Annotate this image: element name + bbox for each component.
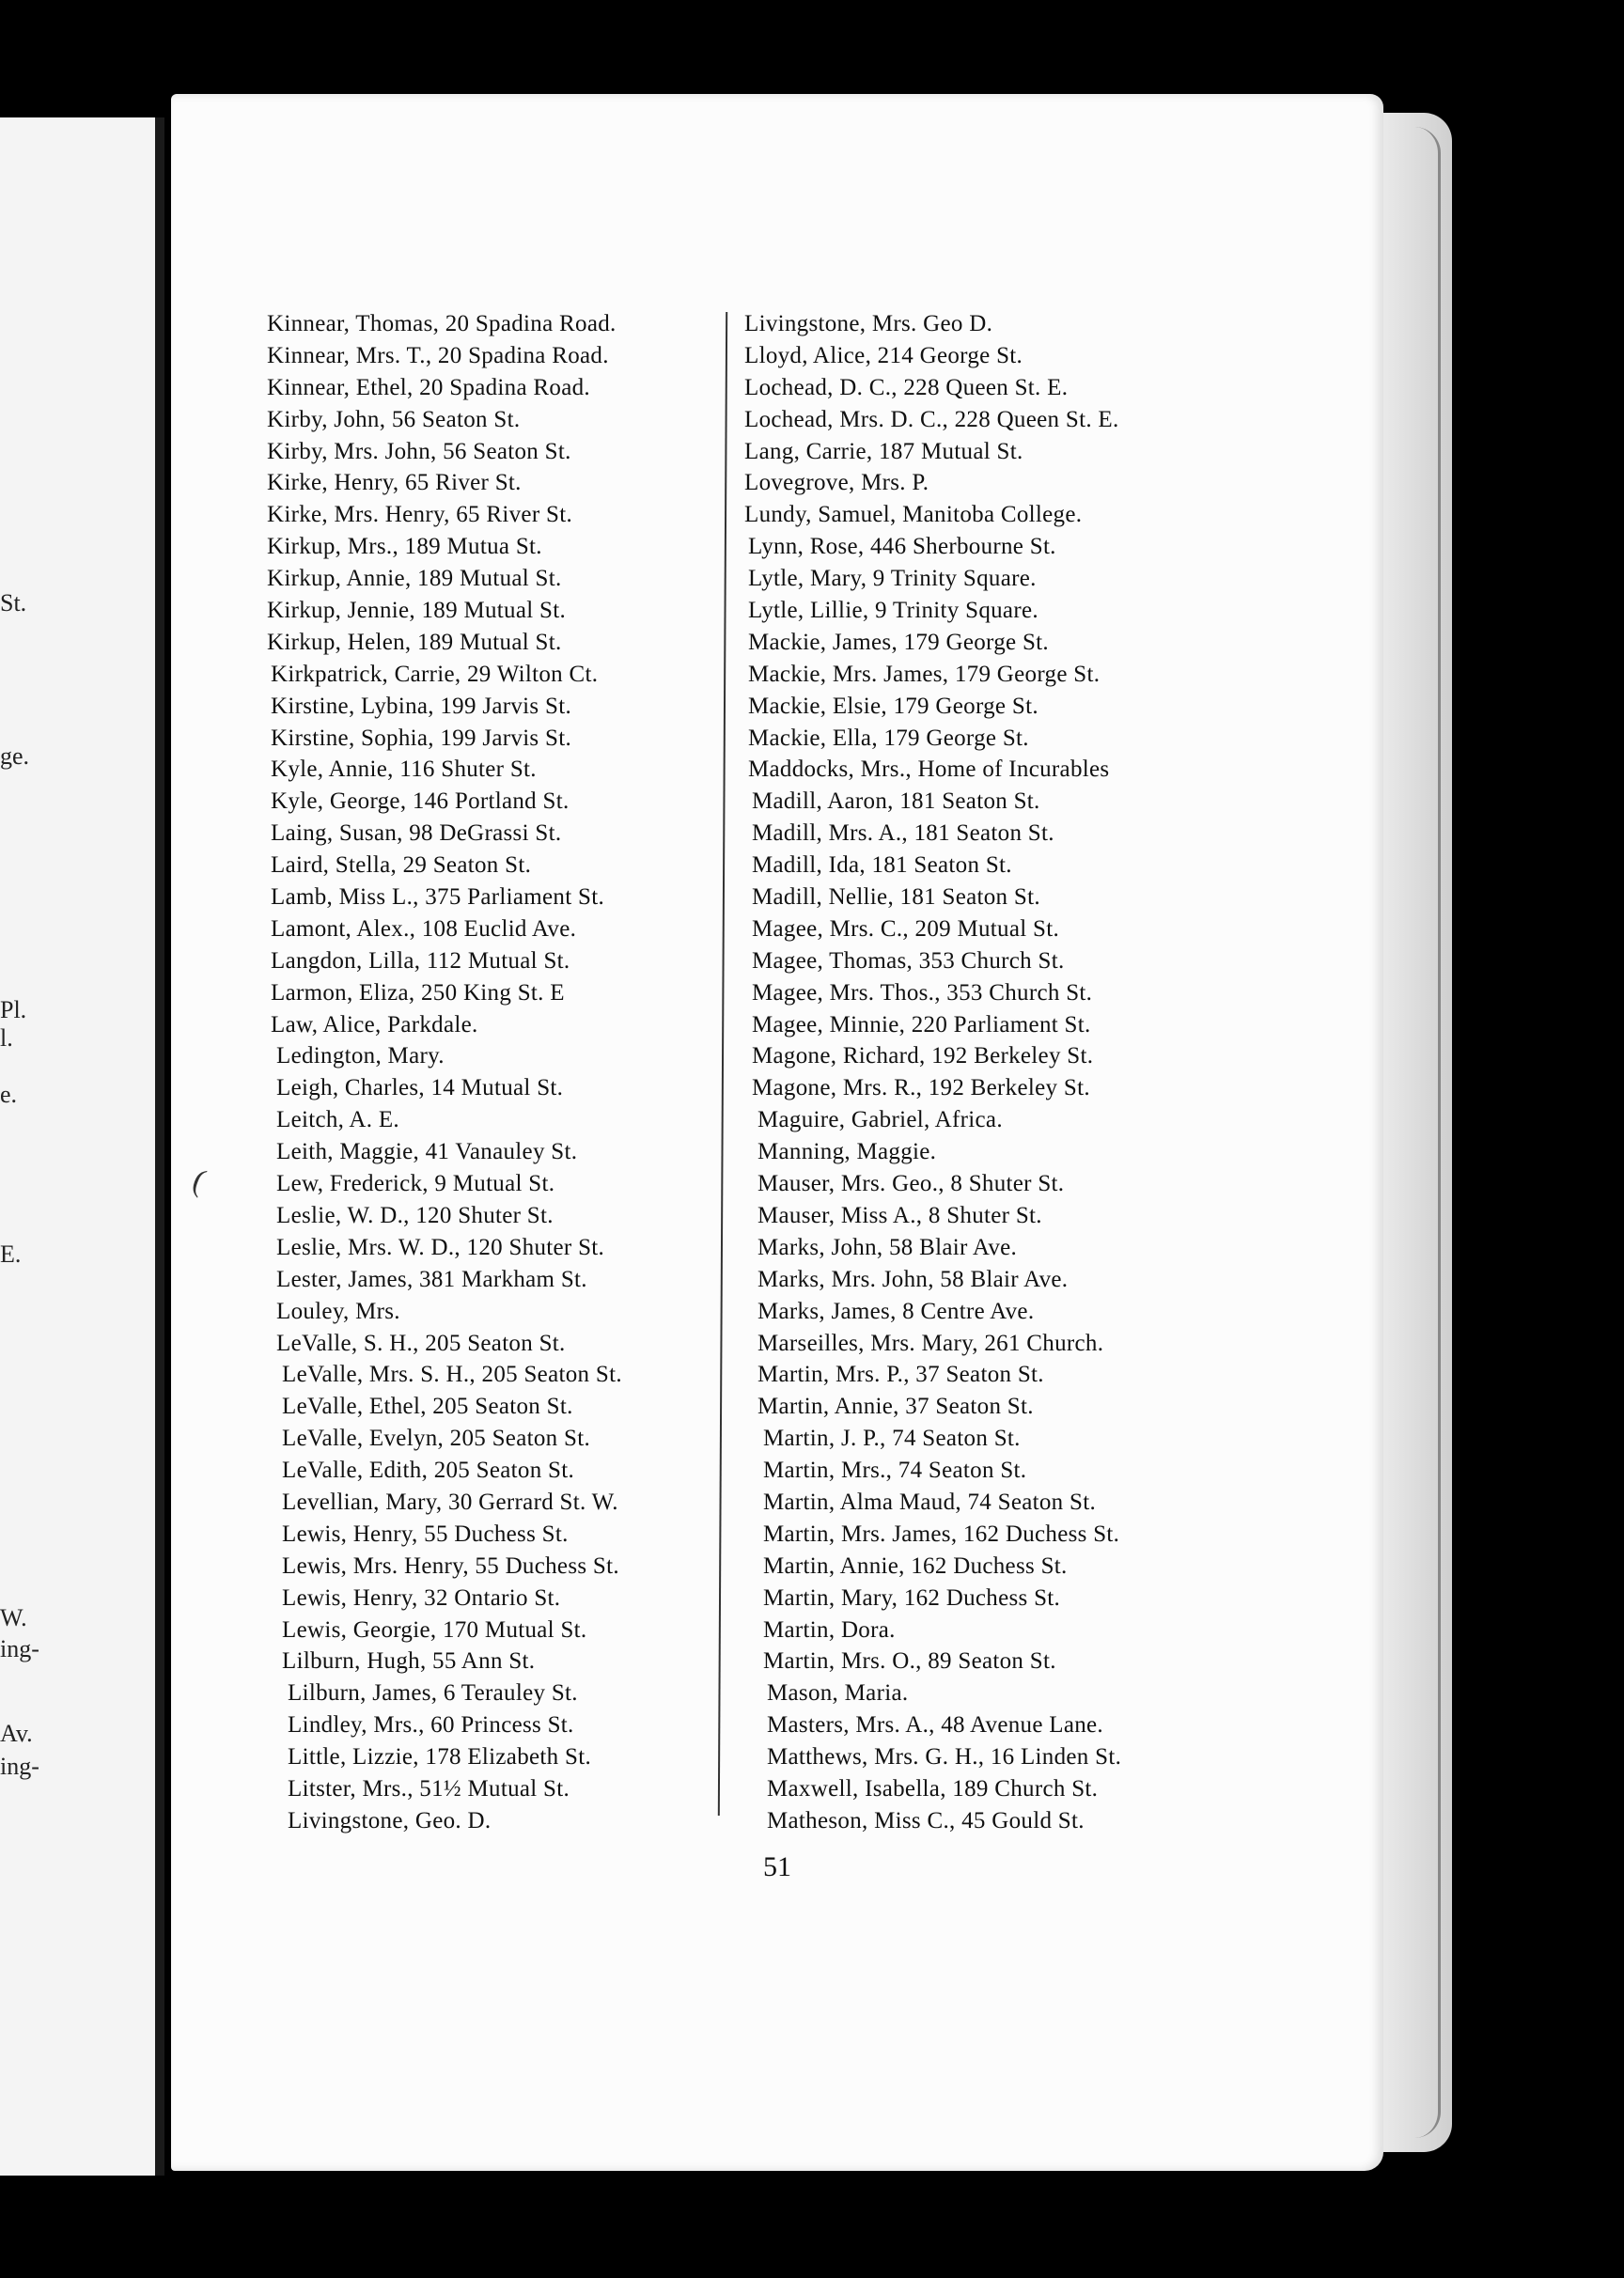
directory-entry: Martin, Mrs., 74 Seaton St. — [763, 1458, 1027, 1484]
left-page-fragment: ing- — [0, 1753, 39, 1780]
directory-entry: Lamb, Miss L., 375 Parliament St. — [271, 884, 605, 911]
directory-entry: Martin, Annie, 37 Seaton St. — [757, 1394, 1034, 1420]
directory-entry: Lester, James, 381 Markham St. — [276, 1266, 587, 1292]
directory-entry: Leslie, Mrs. W. D., 120 Shuter St. — [276, 1234, 605, 1260]
left-page-fragment: Pl. — [0, 996, 27, 1023]
directory-entry: Matthews, Mrs. G. H., 16 Linden St. — [767, 1744, 1122, 1771]
directory-entry: Lewis, Henry, 32 Ontario St. — [282, 1584, 561, 1611]
directory-entry: Mauser, Mrs. Geo., 8 Shuter St. — [757, 1171, 1065, 1197]
directory-entry: Kirby, Mrs. John, 56 Seaton St. — [267, 438, 571, 464]
directory-entry: Kirke, Henry, 65 River St. — [267, 470, 522, 496]
directory-entry: Lewis, Mrs. Henry, 55 Duchess St. — [282, 1552, 619, 1579]
directory-entry: Louley, Mrs. — [276, 1298, 400, 1324]
directory-entry: Kirkup, Helen, 189 Mutual St. — [267, 629, 562, 655]
directory-entry: Kyle, Annie, 116 Shuter St. — [271, 757, 537, 783]
left-page-fragment: ing- — [0, 1635, 39, 1662]
left-page-fragment: St. — [0, 589, 27, 616]
directory-entry: Lochead, Mrs. D. C., 228 Queen St. E. — [744, 406, 1119, 432]
directory-entry: Maguire, Gabriel, Africa. — [757, 1107, 1003, 1133]
directory-entry: LeValle, Edith, 205 Seaton St. — [282, 1458, 575, 1484]
directory-entry: Martin, Mary, 162 Duchess St. — [763, 1584, 1061, 1611]
left-page-fragment: l. — [0, 1024, 13, 1052]
directory-entry: Lundy, Samuel, Manitoba College. — [744, 502, 1083, 528]
directory-entry: Kirkup, Jennie, 189 Mutual St. — [267, 598, 567, 624]
directory-entry: Lewis, Georgie, 170 Mutual St. — [282, 1616, 587, 1643]
directory-entry: Laird, Stella, 29 Seaton St. — [271, 852, 532, 879]
directory-entry: Magone, Richard, 192 Berkeley St. — [752, 1043, 1094, 1069]
directory-entry: Langdon, Lilla, 112 Mutual St. — [271, 947, 570, 974]
directory-entry: Matheson, Miss C., 45 Gould St. — [767, 1807, 1085, 1833]
directory-entry: Leith, Maggie, 41 Vanauley St. — [276, 1139, 578, 1165]
previous-page-edge — [0, 117, 164, 2176]
directory-entry: Mason, Maria. — [767, 1680, 909, 1707]
directory-entry: Mackie, Mrs. James, 179 George St. — [748, 661, 1101, 687]
directory-entry: Leitch, A. E. — [276, 1107, 399, 1133]
directory-entry: Levellian, Mary, 30 Gerrard St. W. — [282, 1489, 618, 1515]
ink-mark: ( — [188, 1162, 211, 1199]
directory-entry: Lang, Carrie, 187 Mutual St. — [744, 438, 1023, 464]
directory-entry: Madill, Ida, 181 Seaton St. — [752, 852, 1012, 879]
directory-column-right — [744, 308, 1383, 1837]
left-page-fragment: Av. — [0, 1720, 33, 1747]
directory-entry: Lovegrove, Mrs. P. — [744, 470, 929, 496]
directory-entry: Kirkpatrick, Carrie, 29 Wilton Ct. — [271, 661, 599, 687]
directory-entry: Madill, Aaron, 181 Seaton St. — [752, 788, 1040, 815]
directory-entry: Kirstine, Sophia, 199 Jarvis St. — [271, 725, 572, 751]
directory-entry: Martin, Mrs. P., 37 Seaton St. — [757, 1362, 1044, 1388]
directory-entry: Madill, Mrs. A., 181 Seaton St. — [752, 820, 1054, 847]
directory-entry: Martin, Alma Maud, 74 Seaton St. — [763, 1489, 1097, 1515]
directory-page — [171, 94, 1383, 2171]
directory-entry: Little, Lizzie, 178 Elizabeth St. — [288, 1744, 591, 1771]
directory-entry: Kinnear, Ethel, 20 Spadina Road. — [267, 374, 590, 400]
directory-entry: Leslie, W. D., 120 Shuter St. — [276, 1202, 554, 1228]
directory-entry: Maddocks, Mrs., Home of Incurables — [748, 757, 1110, 783]
directory-entry: Marks, Mrs. John, 58 Blair Ave. — [757, 1266, 1069, 1292]
directory-entry: Litster, Mrs., 51½ Mutual St. — [288, 1775, 570, 1802]
directory-entry: Lytle, Lillie, 9 Trinity Square. — [748, 598, 1038, 624]
directory-entry: LeValle, Ethel, 205 Seaton St. — [282, 1394, 573, 1420]
directory-entry: Madill, Nellie, 181 Seaton St. — [752, 884, 1040, 911]
directory-entry: Kirkup, Annie, 189 Mutual St. — [267, 566, 562, 592]
directory-entry: Kinnear, Thomas, 20 Spadina Road. — [267, 311, 617, 336]
directory-entry: Maxwell, Isabella, 189 Church St. — [767, 1775, 1099, 1802]
directory-entry: Magone, Mrs. R., 192 Berkeley St. — [752, 1075, 1090, 1101]
directory-entry: Livingstone, Geo. D. — [288, 1807, 492, 1833]
directory-entry: Marks, John, 58 Blair Ave. — [757, 1234, 1018, 1260]
directory-entry: Lynn, Rose, 446 Sherbourne St. — [748, 534, 1056, 560]
directory-entry: Martin, Mrs. O., 89 Seaton St. — [763, 1648, 1056, 1675]
directory-entry: Larmon, Eliza, 250 King St. E — [271, 979, 565, 1006]
directory-entry: Martin, Dora. — [763, 1616, 896, 1643]
directory-entry: Mauser, Miss A., 8 Shuter St. — [757, 1202, 1042, 1228]
directory-entry: Livingstone, Mrs. Geo D. — [744, 311, 993, 336]
directory-entry: Lewis, Henry, 55 Duchess St. — [282, 1521, 569, 1547]
directory-entry: Laing, Susan, 98 DeGrassi St. — [271, 820, 562, 847]
directory-entry: Lindley, Mrs., 60 Princess St. — [288, 1712, 574, 1739]
directory-entry: Lew, Frederick, 9 Mutual St. — [276, 1171, 555, 1197]
directory-entry: Kinnear, Mrs. T., 20 Spadina Road. — [267, 342, 609, 368]
left-page-fragment: E. — [0, 1240, 22, 1268]
directory-entry: Kirkup, Mrs., 189 Mutua St. — [267, 534, 542, 560]
directory-entry: Manning, Maggie. — [757, 1139, 937, 1165]
directory-entry: Kirke, Mrs. Henry, 65 River St. — [267, 502, 572, 528]
directory-entry: Lloyd, Alice, 214 George St. — [744, 342, 1023, 368]
directory-entry: LeValle, S. H., 205 Seaton St. — [276, 1330, 566, 1356]
directory-entry: Kyle, George, 146 Portland St. — [271, 788, 570, 815]
directory-entry: Magee, Thomas, 353 Church St. — [752, 947, 1065, 974]
directory-entry: Kirby, John, 56 Seaton St. — [267, 406, 521, 432]
directory-entry: Mackie, Elsie, 179 George St. — [748, 693, 1038, 719]
directory-entry: Lytle, Mary, 9 Trinity Square. — [748, 566, 1037, 592]
directory-entry: Martin, Mrs. James, 162 Duchess St. — [763, 1521, 1120, 1547]
left-page-fragment: ge. — [0, 742, 30, 770]
directory-entry: Kirstine, Lybina, 199 Jarvis St. — [271, 693, 571, 719]
directory-entry: LeValle, Evelyn, 205 Seaton St. — [282, 1426, 590, 1452]
directory-entry: Lilburn, Hugh, 55 Ann St. — [282, 1648, 536, 1675]
directory-entry: Masters, Mrs. A., 48 Avenue Lane. — [767, 1712, 1103, 1739]
directory-entry: Magee, Mrs. C., 209 Mutual St. — [752, 915, 1060, 942]
directory-entry: LeValle, Mrs. S. H., 205 Seaton St. — [282, 1362, 622, 1388]
directory-column-left — [267, 308, 737, 1837]
directory-entry: Martin, J. P., 74 Seaton St. — [763, 1426, 1021, 1452]
directory-entry: Lilburn, James, 6 Terauley St. — [288, 1680, 578, 1707]
directory-entry: Mackie, James, 179 George St. — [748, 629, 1049, 655]
directory-entry: Martin, Annie, 162 Duchess St. — [763, 1552, 1068, 1579]
directory-entry: Lamont, Alex., 108 Euclid Ave. — [271, 915, 577, 942]
directory-entry: Marks, James, 8 Centre Ave. — [757, 1298, 1035, 1324]
directory-entry: Leigh, Charles, 14 Mutual St. — [276, 1075, 564, 1101]
directory-entry: Lochead, D. C., 228 Queen St. E. — [744, 374, 1069, 400]
left-page-fragment: e. — [0, 1081, 18, 1108]
page-number: 51 — [763, 1851, 791, 1882]
directory-entry: Ledington, Mary. — [276, 1043, 445, 1069]
directory-entry: Magee, Mrs. Thos., 353 Church St. — [752, 979, 1093, 1006]
directory-entry: Law, Alice, Parkdale. — [271, 1011, 478, 1038]
directory-entry: Mackie, Ella, 179 George St. — [748, 725, 1029, 751]
left-page-fragment: W. — [0, 1604, 27, 1631]
directory-entry: Marseilles, Mrs. Mary, 261 Church. — [757, 1330, 1104, 1356]
directory-entry: Magee, Minnie, 220 Parliament St. — [752, 1011, 1091, 1038]
